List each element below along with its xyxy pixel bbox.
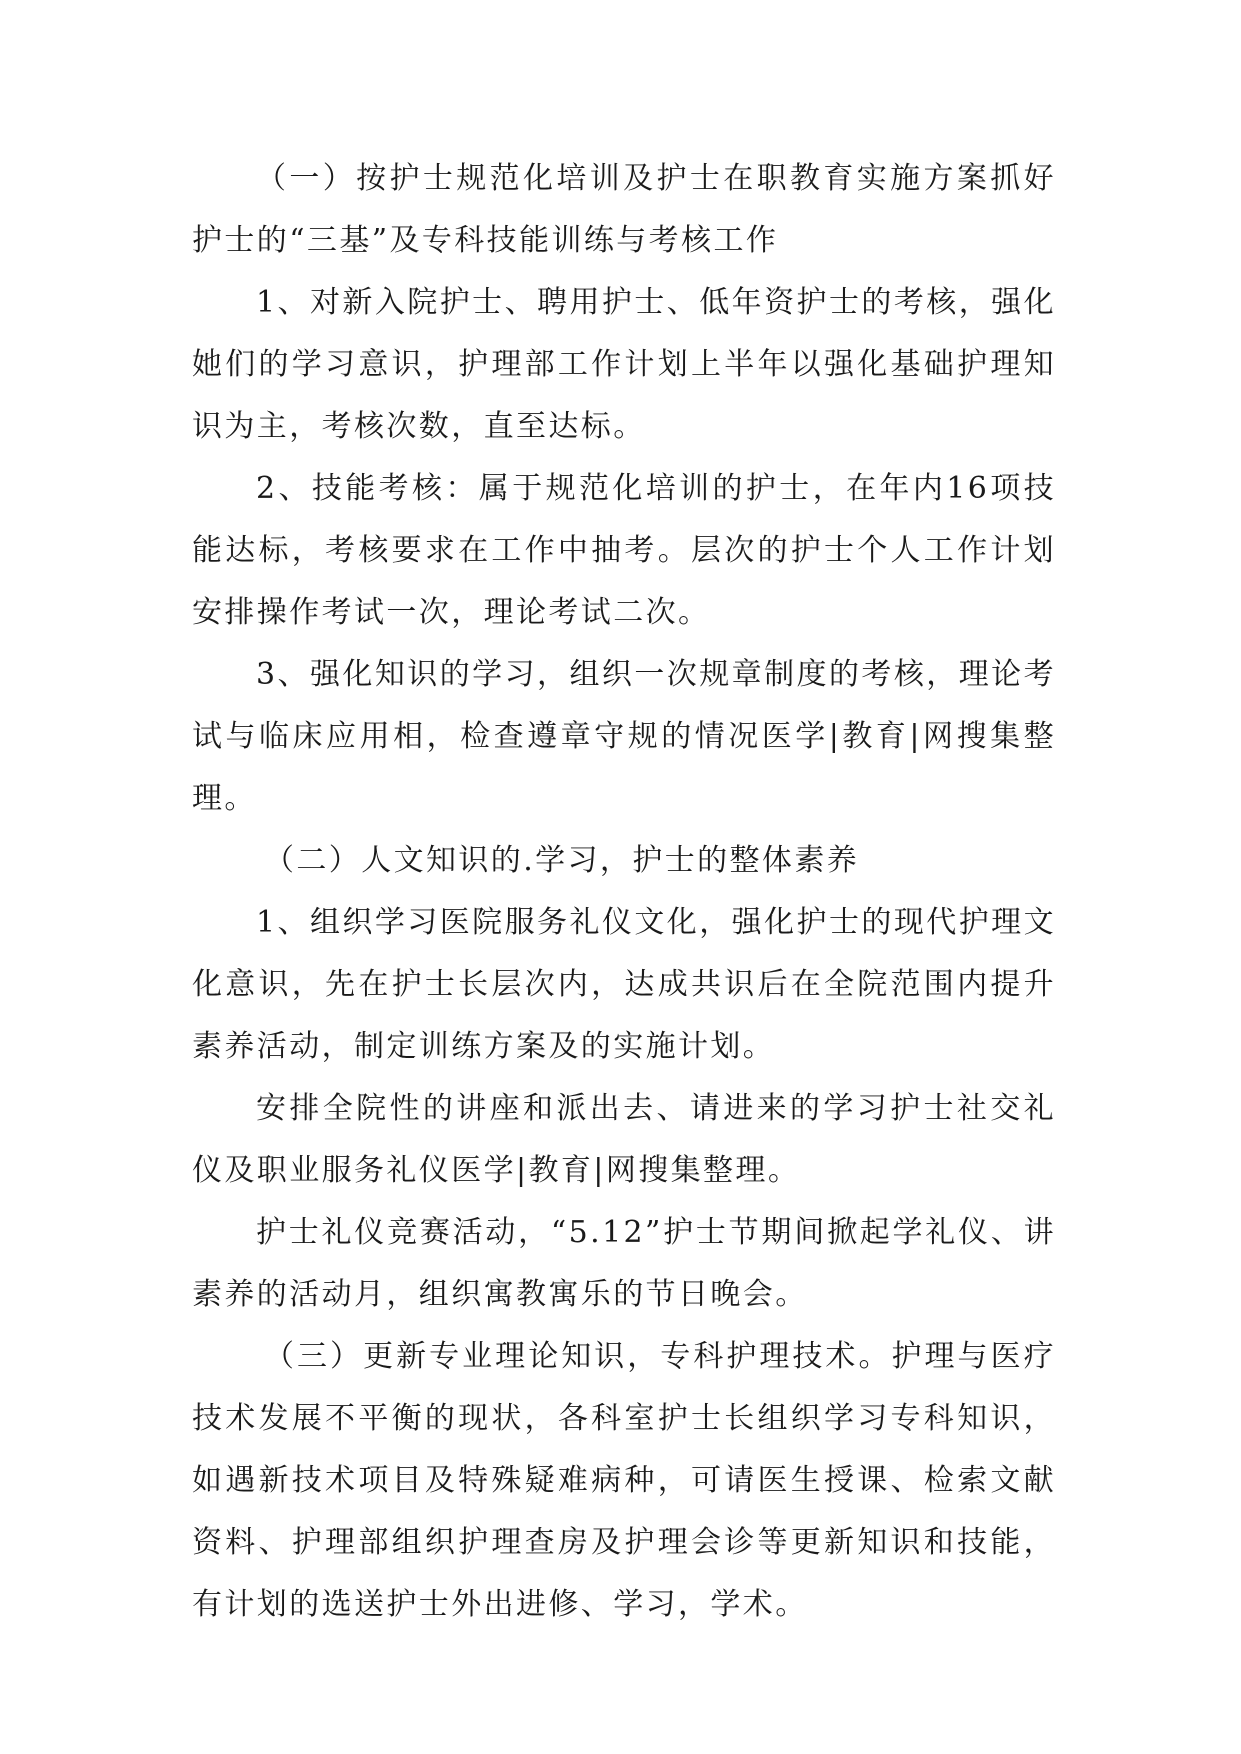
paragraph-item-6: 护士礼仪竞赛活动，“5.12”护士节期间掀起学礼仪、讲素养的活动月，组织寓教寓乐的节日晚会。 <box>192 1215 1056 1312</box>
paragraph-item-5: 安排全院性的讲座和派出去、请进来的学习护士社交礼仪及职业服务礼仪医学|教育|网搜集整理。 <box>192 1091 1056 1188</box>
section-heading-1: （一）按护士规范化培训及护士在职教育实施方案抓好护士的“三基”及专科技能训练与考核工作 <box>192 161 1056 258</box>
document-body <box>192 148 1056 1636</box>
paragraph-item-3: 3、强化知识的学习，组织一次规章制度的考核，理论考试与临床应用相，检查遵章守规的情况医学|教育|网搜集整理。 <box>192 657 1056 816</box>
paragraph-item-2: 2、技能考核：属于规范化培训的护士，在年内16项技能达标，考核要求在工作中抽考。层次的护士个人工作计划安排操作考试一次，理论考试二次。 <box>192 471 1056 630</box>
paragraph-item-4: 1、组织学习医院服务礼仪文化，强化护士的现代护理文化意识，先在护士长层次内，达成共识后在全院范围内提升素养活动，制定训练方案及的实施计划。 <box>192 905 1056 1064</box>
paragraph-item-1: 1、对新入院护士、聘用护士、低年资护士的考核，强化她们的学习意识，护理部工作计划上半年以强化基础护理知识为主，考核次数，直至达标。 <box>192 285 1056 444</box>
section-heading-3: （三）更新专业理论知识，专科护理技术。护理与医疗技术发展不平衡的现状，各科室护士长组织学习专科知识，如遇新技术项目及特殊疑难病种，可请医生授课、检索文献资料、护理部组织护理查房及护理会诊等更新知识和技能，有计划的选送护士外出进修、学习，学术。 <box>192 1339 1056 1622</box>
section-heading-2: （二）人文知识的.学习，护士的整体素养 <box>264 843 860 878</box>
